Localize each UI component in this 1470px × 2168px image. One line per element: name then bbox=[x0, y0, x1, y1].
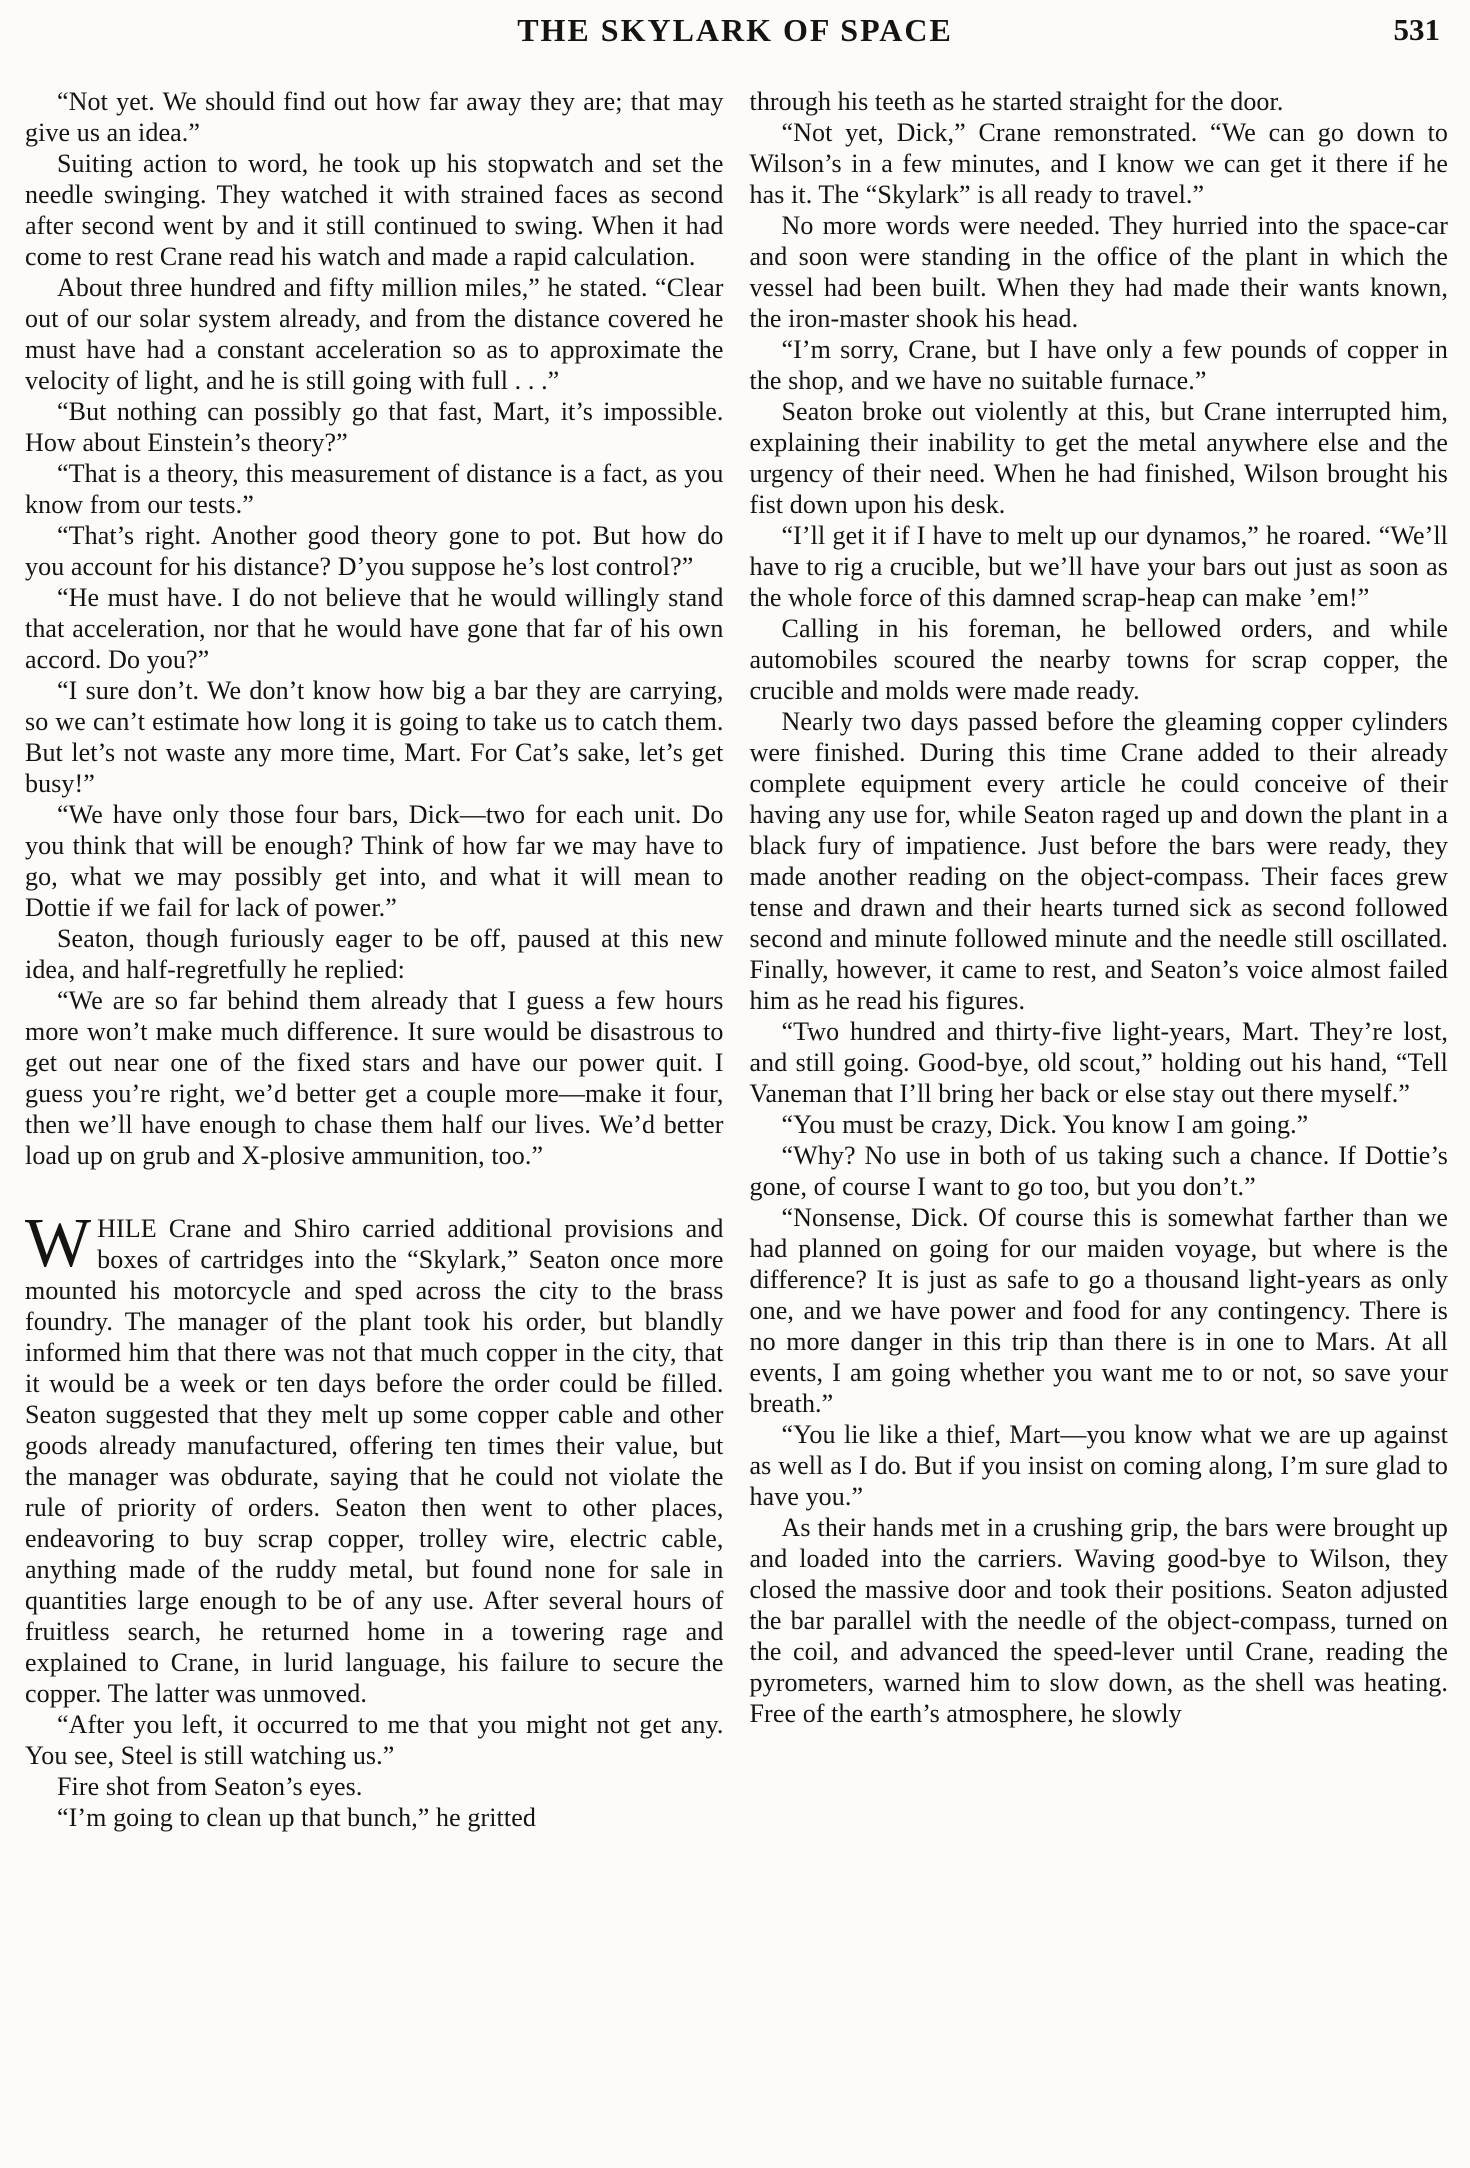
paragraph: “Why? No use in both of us taking such a chance. If Dottie’s gone, of course I want to go too, but you don’t.” bbox=[749, 1141, 1448, 1201]
paragraph: “I sure don’t. We don’t know how big a bar they are carrying, so we can’t estimate how long it is going to take us to catch them. But let’s not waste any more time, Mart. For Cat’s sake, let’s get busy!” bbox=[25, 676, 724, 798]
right-column bbox=[750, 86, 1449, 1833]
paragraph: Nearly two days passed before the gleaming copper cylinders were finished. During this time Crane added to their already complete equipment every article he could conceive of their having any use for, while Seaton raged up and down the plant in a black fury of impatience. Just before the bars were ready, they made another reading on the object-compass. Their faces grew tense and drawn and their hearts turned sick as second followed second and minute followed minute and the needle still oscillated. Finally, however, it came to rest, and Seaton’s voice almost failed him as he read his figures. bbox=[749, 707, 1448, 1015]
text-columns bbox=[25, 86, 1448, 1833]
paragraph: “Nonsense, Dick. Of course this is somewhat farther than we had planned on going for our maiden voyage, but where is the difference? It is just as safe to go a thousand light-years as only one, and we have power and food for any contingency. There is no more danger in this trip than there is in one to Mars. At all events, I am going whether you want me to or not, so save your breath.” bbox=[749, 1203, 1448, 1418]
left-column bbox=[25, 86, 724, 1833]
paragraph: Seaton, though furiously eager to be off, paused at this new idea, and half-regretfully he replied: bbox=[25, 924, 724, 984]
page-number: 531 bbox=[1393, 12, 1440, 47]
section-text: HILE Crane and Shiro carried additional provisions and boxes of cartridges into the “Skylark,” Seaton once more mounted his motorcycle and sped across the city to the brass foundry. The manager of the plant took his order, but blandly informed him that there was not that much copper in the city, that it would be a week or ten days before the order could be filled. Seaton suggested that they melt up some copper cable and other goods already manufactured, offering ten times their value, but the manager was obdurate, saying that he could not violate the rule of priority of orders. Seaton then went to other places, endeavoring to buy scrap copper, trolley wire, electric cable, anything made of the ruddy metal, but found none for sale in quantities large enough to be of any use. After several hours of fruitless search, he returned home in a towering rage and explained to Crane, in lurid language, his failure to secure the copper. The latter was unmoved. bbox=[25, 1214, 724, 1708]
paragraph-section-start bbox=[25, 1205, 724, 1709]
paragraph: “Two hundred and thirty-five light-years, Mart. They’re lost, and still going. Good-bye, old scout,” holding out his hand, “Tell Vaneman that I’ll bring her back or else stay out there myself.” bbox=[749, 1017, 1448, 1108]
paragraph: “We have only those four bars, Dick—two for each unit. Do you think that will be enough? Think of how far we may have to go, what we may possibly get into, and what it will mean to Dottie if we fail for lack of power.” bbox=[25, 800, 724, 922]
paragraph: “We are so far behind them already that I guess a few hours more won’t make much difference. It sure would be disastrous to get out near one of the fixed stars and have our power quit. I guess you’re right, we’d better get a couple more—make it four, then we’ll have enough to chase them half our lives. We’d better load up on grub and X-plosive ammunition, too.” bbox=[25, 986, 724, 1170]
drop-cap-letter: W bbox=[25, 1205, 92, 1282]
paragraph: “You lie like a thief, Mart—you know what we are up against as well as I do. But if you insist on coming along, I’m sure glad to have you.” bbox=[749, 1420, 1448, 1511]
paragraph: “I’m sorry, Crane, but I have only a few pounds of copper in the shop, and we have no suitable furnace.” bbox=[749, 335, 1448, 395]
paragraph: “But nothing can possibly go that fast, Mart, it’s impossible. How about Einstein’s theory?” bbox=[25, 397, 724, 457]
paragraph: Suiting action to word, he took up his stopwatch and set the needle swinging. They watched it with strained faces as second after second went by and it still continued to swing. When it had come to rest Crane read his watch and made a rapid calculation. bbox=[25, 149, 724, 271]
paragraph: “I’m going to clean up that bunch,” he gritted bbox=[57, 1803, 536, 1832]
paragraph: No more words were needed. They hurried into the space-car and soon were standing in the office of the plant in which the vessel had been built. When they had made their wants known, the iron-master shook his head. bbox=[749, 211, 1448, 333]
paragraph: Calling in his foreman, he bellowed orders, and while automobiles scoured the nearby towns for scrap copper, the crucible and molds were made ready. bbox=[749, 614, 1448, 705]
page-header bbox=[0, 10, 1470, 60]
paragraph-continuation: through his teeth as he started straight for the door. bbox=[749, 87, 1284, 116]
paragraph: “After you left, it occurred to me that you might not get any. You see, Steel is still watching us.” bbox=[25, 1710, 724, 1770]
paragraph: “I’ll get it if I have to melt up our dynamos,” he roared. “We’ll have to rig a crucible, but we’ll have your bars out just as soon as the whole force of this damned scrap-heap can make ’em!” bbox=[749, 521, 1448, 612]
paragraph: “That is a theory, this measurement of distance is a fact, as you know from our tests.” bbox=[25, 459, 724, 519]
paragraph: “You must be crazy, Dick. You know I am going.” bbox=[781, 1110, 1309, 1139]
running-title: THE SKYLARK OF SPACE bbox=[517, 12, 953, 48]
paragraph: “Not yet, Dick,” Crane remonstrated. “We can go down to Wilson’s in a few minutes, and I know we can get it there if he has it. The “Skylark” is all ready to travel.” bbox=[749, 118, 1448, 209]
paragraph: “He must have. I do not believe that he would willingly stand that acceleration, nor that he would have gone that far of his own accord. Do you?” bbox=[25, 583, 724, 674]
paragraph: Fire shot from Seaton’s eyes. bbox=[57, 1772, 363, 1801]
paragraph: “Not yet. We should find out how far away they are; that may give us an idea.” bbox=[25, 87, 724, 147]
paragraph: About three hundred and fifty million miles,” he stated. “Clear out of our solar system already, and from the distance covered he must have had a constant acceleration so as to approximate the velocity of light, and he is still going with full . . .” bbox=[25, 273, 724, 395]
paragraph: As their hands met in a crushing grip, the bars were brought up and loaded into the carriers. Waving good-bye to Wilson, they closed the massive door and took their positions. Seaton adjusted the bar parallel with the needle of the object-compass, turned on the coil, and advanced the speed-lever until Crane, reading the pyrometers, warned him to slow down, as the shell was heating. Free of the earth’s atmosphere, he slowly bbox=[749, 1513, 1448, 1728]
paragraph: “That’s right. Another good theory gone to pot. But how do you account for his distance? D’you suppose he’s lost control?” bbox=[25, 521, 724, 581]
paragraph: Seaton broke out violently at this, but Crane interrupted him, explaining their inability to get the metal anywhere else and the urgency of their need. When he had finished, Wilson brought his fist down upon his desk. bbox=[749, 397, 1448, 519]
